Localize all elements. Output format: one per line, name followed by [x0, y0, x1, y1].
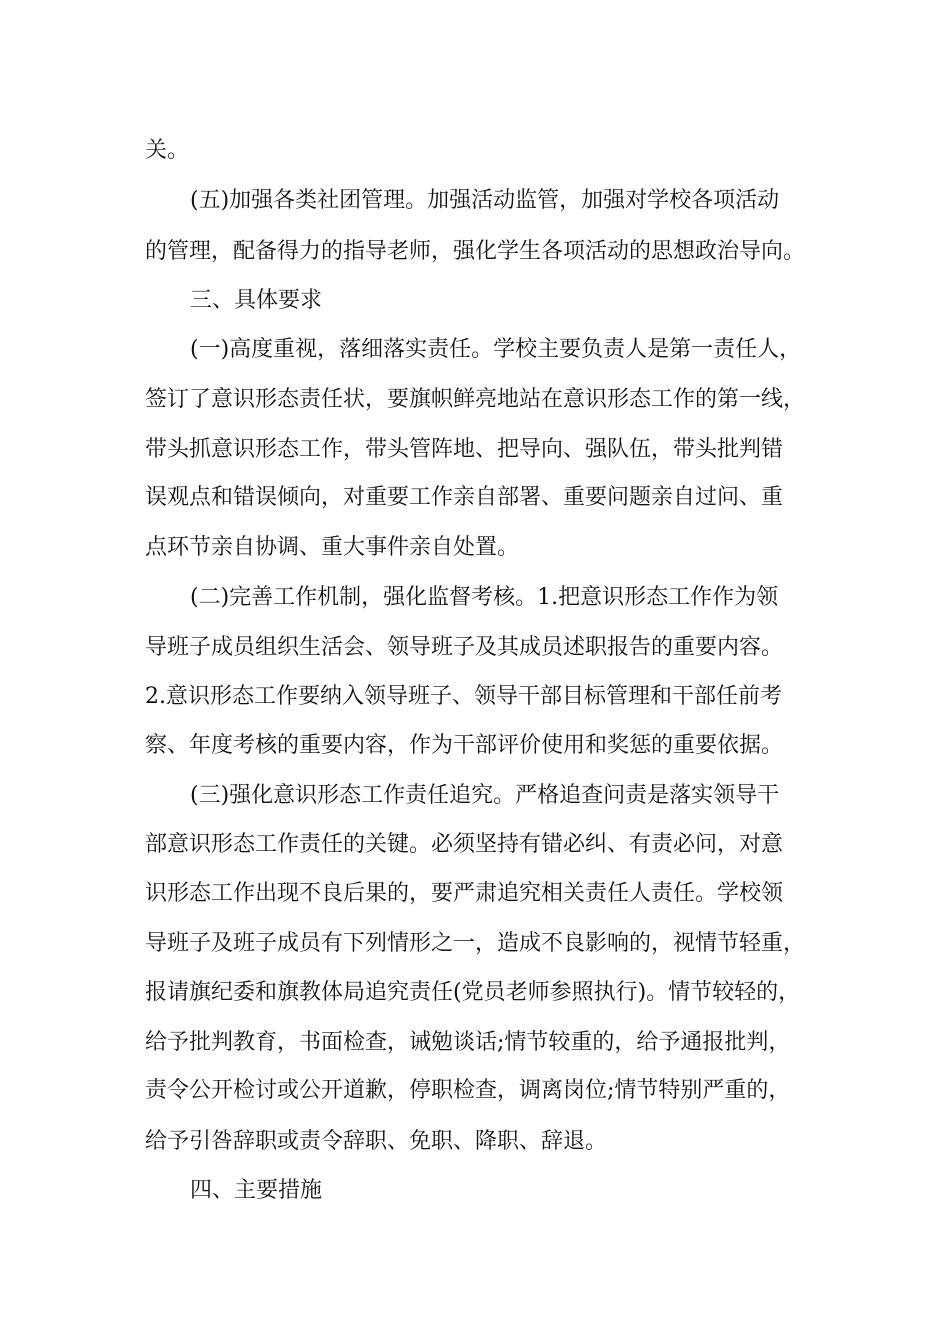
line-text: 给予批判教育，书面检查，诫勉谈话;情节较重的，给予通报批判， — [145, 1030, 791, 1055]
line-text: 导班子及班子成员有下列情形之一，造成不良影响的，视情节轻重， — [145, 931, 806, 956]
line-text: 关。 — [145, 138, 190, 163]
text-line — [0, 969, 950, 1017]
line-text: 2.意识形态工作要纳入领导班子、领导干部目标管理和干部任前考 — [145, 684, 782, 709]
text-line — [0, 1118, 950, 1166]
text-line — [0, 524, 950, 572]
text-line — [0, 326, 950, 374]
text-line — [0, 177, 950, 225]
text-line — [0, 376, 950, 424]
text-line — [0, 870, 950, 918]
line-text: 带头抓意识形态工作，带头管阵地、把导向、强队伍，带头批判错 — [145, 437, 784, 462]
text-line — [0, 474, 950, 522]
text-line — [0, 772, 950, 820]
line-text: 的管理，配备得力的指导老师，强化学生各项活动的思想政治导向。 — [145, 239, 806, 264]
text-line — [0, 624, 950, 672]
text-line — [0, 1019, 950, 1067]
section-heading — [0, 1167, 950, 1215]
line-text: 签订了意识形态责任状，要旗帜鲜亮地站在意识形态工作的第一线， — [145, 387, 806, 412]
line-text: (二)完善工作机制，强化监督考核。1.把意识形态工作作为领 — [190, 585, 779, 610]
line-text: (一)高度重视，落细落实责任。学校主要负责人是第一责任人， — [190, 337, 802, 362]
line-text: (五)加强各类社团管理。加强活动监管，加强对学校各项活动 — [190, 188, 780, 213]
text-line — [0, 228, 950, 276]
line-text: 导班子成员组织生活会、领导班子及其成员述职报告的重要内容。 — [145, 635, 784, 660]
text-line — [0, 673, 950, 721]
line-text: 责令公开检讨或公开道歉，停职检查，调离岗位;情节特别严重的， — [145, 1078, 791, 1103]
text-line — [0, 426, 950, 474]
text-line — [0, 127, 950, 175]
text-line — [0, 574, 950, 622]
line-text: 部意识形态工作责任的关键。必须坚持有错必纠、有责必问，对意 — [145, 832, 784, 857]
text-line — [0, 1067, 950, 1115]
text-line — [0, 722, 950, 770]
line-text: 识形态工作出现不良后果的，要严肃追究相关责任人责任。学校领 — [145, 881, 784, 906]
section-heading — [0, 277, 950, 325]
line-text: 报请旗纪委和旗教体局追究责任(党员老师参照执行)。情节较轻的， — [145, 980, 801, 1005]
line-text: 给予引咎辞职或责令辞职、免职、降职、辞退。 — [145, 1129, 608, 1154]
line-text: 察、年度考核的重要内容，作为干部评价使用和奖惩的重要依据。 — [145, 733, 784, 758]
line-text: 点环节亲自协调、重大事件亲自处置。 — [145, 535, 520, 560]
text-line — [0, 920, 950, 968]
line-text: 四、主要措施 — [190, 1178, 323, 1203]
line-text: 三、具体要求 — [190, 288, 323, 313]
line-text: (三)强化意识形态工作责任追究。严格追查问责是落实领导干 — [190, 783, 780, 808]
text-line — [0, 821, 950, 869]
line-text: 误观点和错误倾向，对重要工作亲自部署、重要问题亲自过问、重 — [145, 485, 784, 510]
